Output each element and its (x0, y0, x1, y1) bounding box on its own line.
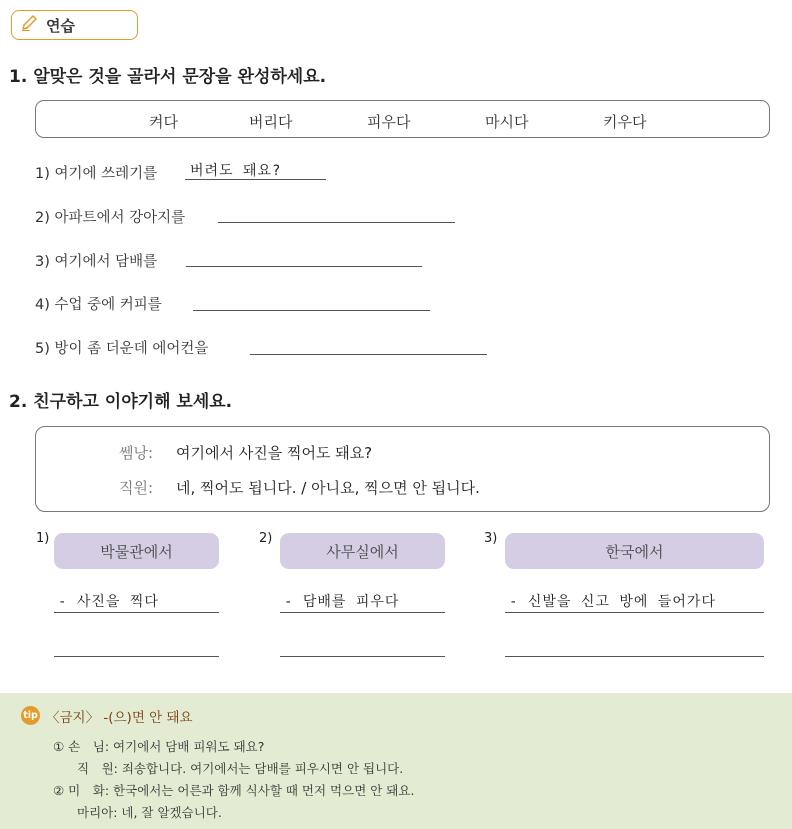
place-pill: 사무실에서 (280, 533, 445, 569)
word-option: 버리다 (249, 113, 293, 131)
tip-line: ② 미 화: 한국에서는 어른과 함께 식사할 때 먼저 먹으면 안 돼요. (53, 783, 415, 798)
note-line[interactable] (505, 655, 764, 657)
word-option: 키우다 (603, 113, 647, 131)
tip-icon: tip (21, 706, 40, 725)
tip-line: 직 원: 죄송합니다. 여기에서는 담배를 피우시면 안 됩니다. (77, 761, 404, 776)
place-pill: 박물관에서 (54, 533, 219, 569)
section1-heading: 1. 알맞은 것을 골라서 문장을 완성하세요. (9, 67, 327, 87)
item-note: - 담배를 피우다 (284, 594, 400, 610)
question-1: 1) 여기에 쓰레기를 (35, 166, 158, 182)
item-note: - 사진을 찍다 (58, 594, 159, 610)
answer-1: 버려도 돼요? (190, 163, 282, 179)
item-note: - 신발을 신고 방에 들어가다 (509, 594, 716, 610)
place-pill: 한국에서 (505, 533, 764, 569)
question-4: 4) 수업 중에 커피를 (35, 297, 162, 313)
answer-line-2[interactable] (218, 221, 455, 223)
dialog-speaker: 쎔낭: (119, 444, 154, 462)
note-line[interactable] (280, 611, 445, 613)
note-line[interactable] (280, 655, 445, 657)
practice-badge (11, 10, 138, 40)
answer-line-5[interactable] (250, 353, 487, 355)
note-line[interactable] (54, 611, 219, 613)
item-number: 2) (259, 531, 273, 546)
question-3: 3) 여기에서 담배를 (35, 254, 158, 270)
tip-line: ① 손 님: 여기에서 담배 피워도 돼요? (53, 739, 265, 754)
item-number: 3) (484, 531, 498, 546)
question-5: 5) 방이 좀 더운데 에어컨을 (35, 341, 209, 357)
answer-line-3[interactable] (186, 265, 422, 267)
dialog-speaker: 직원: (119, 479, 154, 497)
dialog-line: 네, 찍어도 됩니다. / 아니요, 찍으면 안 됩니다. (176, 479, 480, 497)
dialog-box (35, 426, 770, 512)
dialog-line: 여기에서 사진을 찍어도 돼요? (176, 444, 373, 462)
answer-line-1[interactable] (185, 178, 326, 180)
word-option: 피우다 (367, 113, 411, 131)
question-2: 2) 아파트에서 강아지를 (35, 210, 186, 226)
word-option: 마시다 (485, 113, 529, 131)
note-line[interactable] (505, 611, 764, 613)
section2-heading: 2. 친구하고 이야기해 보세요. (9, 392, 233, 412)
word-option: 켜다 (149, 113, 178, 131)
pencil-icon (20, 14, 40, 36)
badge-label: 연습 (46, 16, 75, 35)
tip-line: 마리아: 네, 잘 알겠습니다. (77, 805, 222, 820)
note-line[interactable] (54, 655, 219, 657)
word-box (35, 100, 770, 138)
answer-line-4[interactable] (193, 309, 430, 311)
item-number: 1) (36, 531, 50, 546)
tip-title: 〈금지〉 -(으)면 안 돼요 (46, 710, 193, 726)
